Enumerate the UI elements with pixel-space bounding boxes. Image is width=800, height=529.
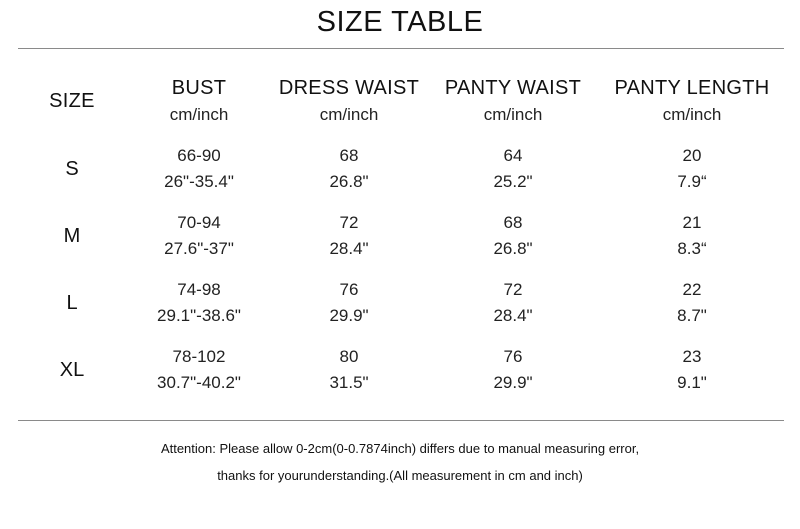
row-xl-panty-length-inch: 9.1"	[677, 373, 707, 392]
row-xl-panty-waist-inch: 29.9"	[493, 373, 533, 392]
row-l-panty-waist-inch: 28.4"	[493, 306, 533, 325]
row-m-panty-length-cm: 21	[682, 213, 702, 232]
bottom-divider	[18, 420, 784, 421]
size-label-s: S	[65, 158, 79, 180]
attention-note-line2: thanks for yourunderstanding.(All measurement in cm and inch)	[217, 468, 583, 483]
header-dress-waist-unit: cm/inch	[319, 105, 379, 124]
row-l-bust-cm: 74-98	[177, 280, 221, 299]
row-s-panty-length-inch: 7.9“	[677, 172, 707, 191]
row-s-bust-cm: 66-90	[177, 146, 221, 165]
size-label-xl: XL	[59, 359, 85, 381]
row-m-dress-waist-inch: 28.4"	[329, 239, 369, 258]
row-xl-dress-waist-inch: 31.5"	[329, 373, 369, 392]
row-s-panty-length-cm: 20	[682, 146, 702, 165]
size-label-l: L	[66, 292, 78, 314]
row-xl-panty-waist-cm: 76	[503, 347, 523, 366]
row-l-dress-waist-inch: 29.9"	[329, 306, 369, 325]
row-m-panty-waist-inch: 26.8"	[493, 239, 533, 258]
header-panty-length: PANTY LENGTH	[614, 77, 770, 99]
header-bust: BUST	[171, 77, 227, 99]
row-s-dress-waist-inch: 26.8"	[329, 172, 369, 191]
row-m-bust-inch: 27.6"-37"	[164, 239, 234, 258]
row-l-dress-waist-cm: 76	[339, 280, 359, 299]
top-divider	[18, 48, 784, 49]
size-label-m: M	[63, 225, 81, 247]
row-l-bust-inch: 29.1"-38.6"	[157, 306, 241, 325]
row-l-panty-waist-cm: 72	[503, 280, 523, 299]
attention-note-line1: Attention: Please allow 0-2cm(0-0.7874inch) differs due to manual measuring error,	[160, 441, 640, 456]
row-xl-bust-cm: 78-102	[172, 347, 226, 366]
header-panty-waist: PANTY WAIST	[444, 77, 582, 99]
header-bust-unit: cm/inch	[169, 105, 229, 124]
row-s-dress-waist-cm: 68	[339, 146, 359, 165]
header-panty-length-unit: cm/inch	[662, 105, 722, 124]
row-s-panty-waist-inch: 25.2"	[493, 172, 533, 191]
row-s-panty-waist-cm: 64	[503, 146, 523, 165]
header-size: SIZE	[49, 90, 95, 112]
page-title: SIZE TABLE	[316, 6, 484, 38]
header-panty-waist-unit: cm/inch	[483, 105, 543, 124]
row-l-panty-length-inch: 8.7"	[677, 306, 707, 325]
row-m-panty-length-inch: 8.3“	[677, 239, 707, 258]
header-dress-waist: DRESS WAIST	[278, 77, 420, 99]
row-xl-dress-waist-cm: 80	[339, 347, 359, 366]
row-xl-bust-inch: 30.7"-40.2"	[157, 373, 241, 392]
row-l-panty-length-cm: 22	[682, 280, 702, 299]
row-m-bust-cm: 70-94	[177, 213, 221, 232]
row-s-bust-inch: 26"-35.4"	[164, 172, 234, 191]
row-xl-panty-length-cm: 23	[682, 347, 702, 366]
row-m-panty-waist-cm: 68	[503, 213, 523, 232]
row-m-dress-waist-cm: 72	[339, 213, 359, 232]
